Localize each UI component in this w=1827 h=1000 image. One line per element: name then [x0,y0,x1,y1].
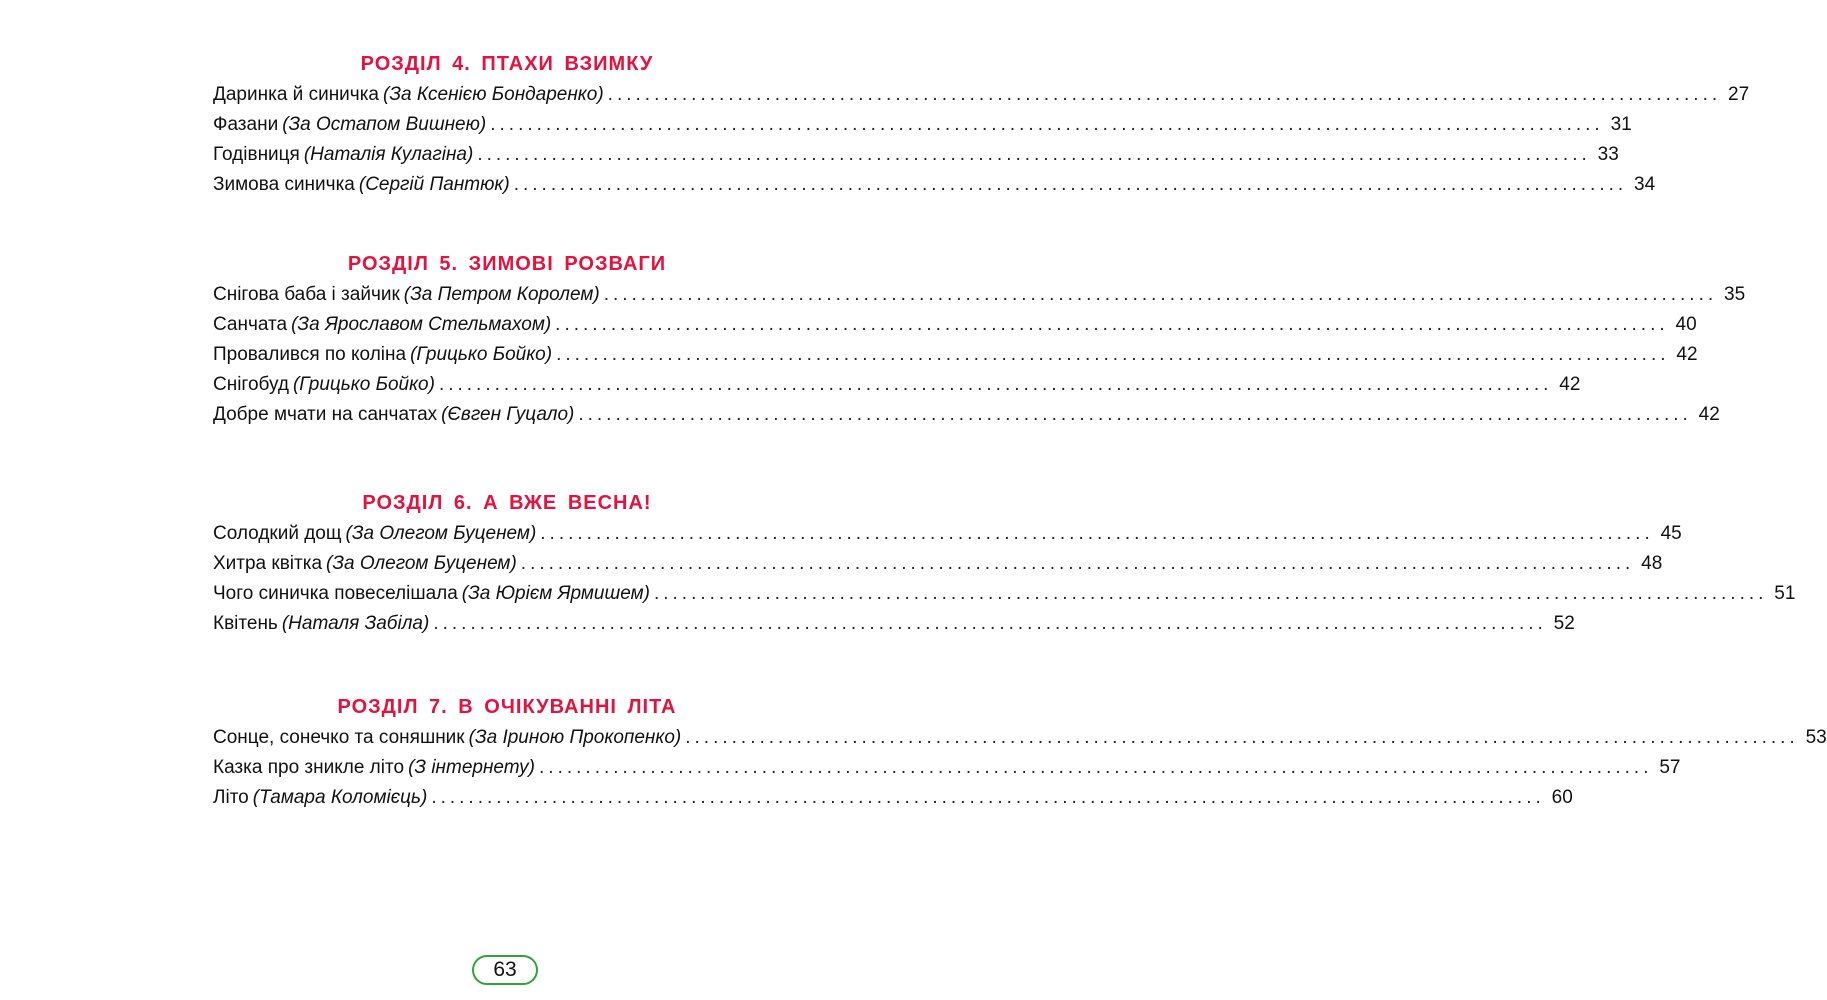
entry-author: (За Петром Королем) [403,284,600,305]
entry-page: 48 [1641,553,1663,574]
dot-leader: ........................................................................................................................ [433,613,1547,634]
dot-leader: ........................................................................................................................ [653,583,1768,604]
dot-leader: ........................................................................................................................ [607,84,1722,105]
toc-entry [213,370,1581,400]
toc-entry [213,280,1746,310]
entry-author: (Наталя Забіла) [281,613,430,634]
dot-leader: ........................................................................................................................ [540,523,1654,544]
dot-leader: ........................................................................................................................ [685,727,1799,748]
entry-page: 35 [1724,284,1746,305]
toc-entry [213,110,1632,140]
entry-page: 60 [1551,787,1573,808]
toc-entry [213,140,1619,170]
toc-entry [213,400,1720,430]
entry-title: Снігобуд [213,374,289,395]
entry-author: (Тамара Коломієць) [252,787,428,808]
entry-title: Квітень [213,613,278,634]
page-number-badge: 63 [472,955,538,985]
section-title: РОЗДІЛ 6. А ВЖЕ ВЕСНА! [362,492,652,514]
section-title: РОЗДІЛ 4. ПТАХИ ВЗИМКУ [360,53,654,75]
entry-title: Годівниця [213,144,300,165]
entry-author: (Грицько Бойко) [410,344,553,365]
entry-page: 42 [1676,344,1698,365]
toc-entry [213,549,1663,579]
section-title: РОЗДІЛ 5. ЗИМОВІ РОЗВАГИ [347,253,667,275]
entry-author: (За Юрієм Ярмишем) [461,583,650,604]
dot-leader: ........................................................................................................................ [539,757,1653,778]
entry-author: (За Ярославом Стельмахом) [291,314,552,335]
entry-title: Казка про зникле літо [213,757,405,778]
entry-title: Снігова баба і зайчик [213,284,400,305]
dot-leader: ........................................................................................................................ [520,553,1635,574]
toc-entry [213,170,1656,200]
dot-leader: ........................................................................................................................ [438,374,1553,395]
entry-title: Провалився по коліна [213,344,407,365]
entry-page: 40 [1675,314,1697,335]
section-6 [213,489,1796,639]
entry-author: (Євген Гуцало) [441,404,575,425]
entry-author: (Наталія Кулагіна) [303,144,474,165]
entry-author: (З інтернету) [408,757,536,778]
toc-entry [213,753,1681,783]
dot-leader: ........................................................................................................................ [513,174,1628,195]
entry-page: 51 [1774,583,1796,604]
entry-page: 57 [1659,757,1681,778]
entry-title: Сонце, сонечко та соняшник [213,727,465,748]
entry-page: 53 [1805,727,1827,748]
entry-page: 52 [1553,613,1575,634]
dot-leader: ........................................................................................................................ [578,404,1692,425]
entry-title: Добре мчати на санчатах [213,404,438,425]
entry-author: (Сергій Пантюк) [358,174,510,195]
entry-title: Чого синичка повеселішала [213,583,458,604]
toc-entry [213,609,1575,639]
entry-page: 31 [1610,114,1632,135]
dot-leader: ........................................................................................................................ [555,314,1669,335]
entry-author: (За Ксенією Бондаренко) [383,84,604,105]
toc-entry [213,579,1796,609]
toc-entry [213,310,1697,340]
table-of-contents [213,50,1827,813]
dot-leader: ........................................................................................................................ [556,344,1670,365]
entry-page: 42 [1559,374,1581,395]
entry-title: Санчата [213,314,288,335]
dot-leader: ........................................................................................................................ [477,144,1591,165]
section-7 [213,693,1827,813]
toc-entry [213,80,1750,110]
entry-author: (За Олегом Буценем) [345,523,537,544]
entry-title: Фазани [213,114,279,135]
toc-entry [213,783,1573,813]
toc-entry [213,723,1827,753]
section-title: РОЗДІЛ 7. В ОЧІКУВАННІ ЛІТА [337,696,677,718]
entry-author: (Грицько Бойко) [292,374,435,395]
entry-author: (За Іриною Прокопенко) [468,727,682,748]
entry-title: Зимова синичка [213,174,355,195]
toc-entry [213,340,1698,370]
dot-leader: ........................................................................................................................ [431,787,1545,808]
entry-page: 27 [1728,84,1750,105]
entry-page: 42 [1698,404,1720,425]
entry-page: 33 [1597,144,1619,165]
entry-author: (За Остапом Вишнею) [282,114,487,135]
entry-title: Хитра квітка [213,553,323,574]
dot-leader: ........................................................................................................................ [603,284,1718,305]
toc-entry [213,519,1682,549]
entry-page: 45 [1660,523,1682,544]
entry-title: Солодкий дощ [213,523,342,544]
entry-title: Літо [213,787,249,808]
section-5 [213,250,1746,430]
entry-page: 34 [1634,174,1656,195]
entry-author: (За Олегом Буценем) [326,553,517,574]
entry-title: Даринка й синичка [213,84,379,105]
dot-leader: ........................................................................................................................ [490,114,1604,135]
section-4 [213,50,1750,200]
